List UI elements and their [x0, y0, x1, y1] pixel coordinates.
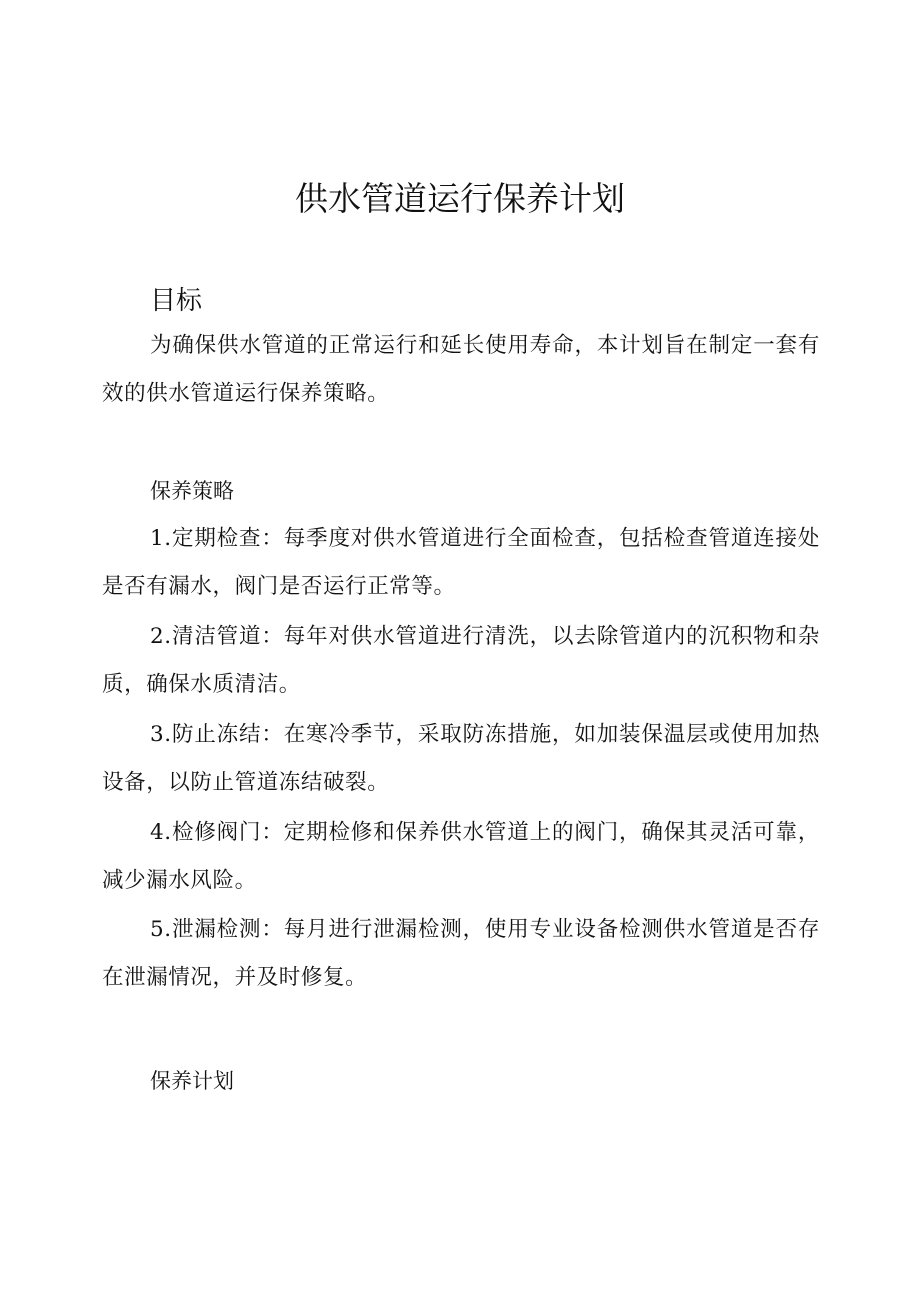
strategy-heading: 保养策略	[150, 479, 234, 503]
objective-paragraph: 为确保供水管道的正常运行和延长使用寿命，本计划旨在制定一套有效的供水管道运行保养策略。	[102, 333, 820, 406]
plan-heading: 保养计划	[150, 1069, 234, 1093]
document-title: 供水管道运行保养计划	[295, 179, 625, 218]
strategy-item-2: 2.清洁管道：每年对供水管道进行清洗，以去除管道内的沉积物和杂质，确保水质清洁。	[102, 624, 820, 697]
strategy-item-3: 3.防止冻结：在寒冷季节，采取防冻措施，如加装保温层或使用加热设备，以防止管道冻结破裂。	[102, 722, 820, 795]
strategy-item-5: 5.泄漏检测：每月进行泄漏检测，使用专业设备检测供水管道是否存在泄漏情况，并及时修复。	[102, 917, 820, 990]
strategy-item-4: 4.检修阀门：定期检修和保养供水管道上的阀门，确保其灵活可靠，减少漏水风险。	[102, 820, 820, 893]
strategy-item-1: 1.定期检查：每季度对供水管道进行全面检查，包括检查管道连接处是否有漏水，阀门是否运行正常等。	[102, 526, 820, 599]
objective-heading: 目标	[150, 286, 203, 316]
